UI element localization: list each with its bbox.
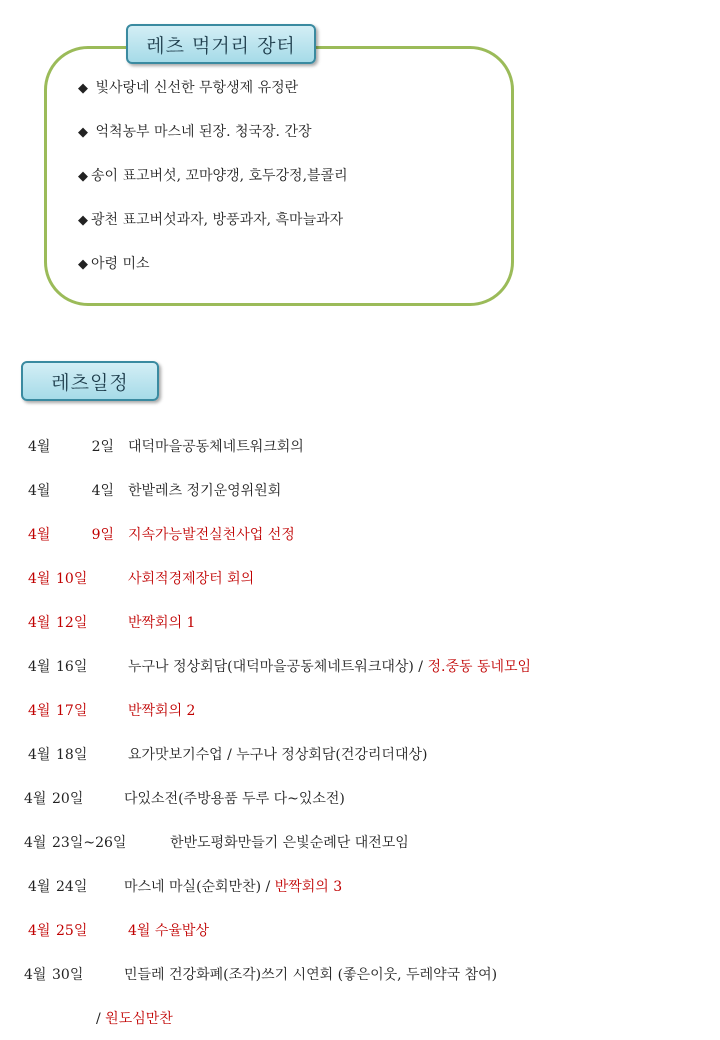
- schedule-row: [28, 481, 281, 501]
- diamond-bullet-icon: ◆: [78, 125, 88, 140]
- diamond-bullet-icon: ◆: [78, 81, 88, 96]
- schedule-text: 민들레 건강화폐(조각)쓰기 시연회 (좋은이웃, 두레약국 참여): [124, 967, 498, 983]
- schedule-row: [28, 613, 195, 633]
- schedule-month: 4월: [24, 967, 47, 983]
- schedule-text: 누구나 정상회담(대덕마을공동체네트워크대상) /: [128, 659, 428, 675]
- schedule-month: 4월: [28, 923, 51, 939]
- schedule-day: 2일: [91, 439, 114, 455]
- schedule-text: 지속가능발전실천사업 선정: [128, 527, 295, 543]
- schedule-text: 반짝회의 2: [128, 703, 196, 719]
- schedule-month: 4월: [28, 703, 51, 719]
- schedule-row: [28, 701, 195, 721]
- market-item: 억척농부 마스네 된장. 청국장. 간장: [95, 124, 312, 140]
- schedule-row: [28, 569, 254, 589]
- schedule-day: 4일: [91, 483, 114, 499]
- market-item: 아령 미소: [91, 256, 150, 272]
- market-title: 레츠 먹거리 장터: [126, 24, 316, 64]
- schedule-text: 4월 수율밥상: [128, 923, 209, 939]
- schedule-row: [28, 437, 304, 457]
- schedule-day: 17일: [56, 703, 88, 719]
- schedule-day: 12일: [56, 615, 88, 631]
- schedule-day: 16일: [56, 659, 88, 675]
- schedule-month: 4월: [28, 483, 51, 499]
- schedule-text: 요가맛보기수업 / 누구나 정상회담(건강리더대상): [128, 747, 428, 763]
- market-item: 광천 표고버섯과자, 방풍과자, 흑마늘과자: [91, 212, 344, 228]
- list-item: [78, 210, 348, 254]
- schedule-day: 24일: [56, 879, 88, 895]
- schedule-title: 레츠일정: [21, 361, 159, 401]
- schedule-month: 4월: [28, 527, 51, 543]
- schedule-month: 4월: [28, 439, 51, 455]
- schedule-row: [28, 657, 531, 677]
- schedule-continuation: [96, 1009, 173, 1029]
- schedule-text: 대덕마을공동체네트워크회의: [128, 439, 304, 455]
- market-list: [78, 78, 348, 298]
- list-item: [78, 166, 348, 210]
- diamond-bullet-icon: ◆: [78, 213, 88, 228]
- schedule-text: 한반도평화만들기 은빛순례단 대전모임: [170, 835, 409, 851]
- schedule-row: [24, 833, 409, 853]
- schedule-text: 다있소전(주방용품 두루 다~있소전): [124, 791, 345, 807]
- list-item: [78, 254, 348, 298]
- schedule-row: [28, 921, 209, 941]
- market-item: 빛사랑네 신선한 무항생제 유정란: [95, 80, 299, 96]
- schedule-day: 10일: [56, 571, 88, 587]
- schedule-day: 20일: [52, 791, 84, 807]
- schedule-day: 25일: [56, 923, 88, 939]
- continuation-text: 원도심만찬: [105, 1011, 173, 1027]
- schedule-month: 4월: [28, 659, 51, 675]
- diamond-bullet-icon: ◆: [78, 169, 88, 184]
- schedule-extra: 정.중동 동네모임: [427, 659, 532, 675]
- schedule-extra: 반짝회의 3: [274, 879, 343, 895]
- schedule-day: 23일~26일: [52, 835, 127, 851]
- schedule-text: 사회적경제장터 회의: [128, 571, 255, 587]
- schedule-day: 30일: [52, 967, 84, 983]
- schedule-day: 9일: [91, 527, 114, 543]
- diamond-bullet-icon: ◆: [78, 257, 88, 272]
- schedule-row: [24, 789, 345, 809]
- schedule-row: [28, 877, 342, 897]
- continuation-prefix: /: [96, 1011, 106, 1027]
- schedule-month: 4월: [24, 791, 47, 807]
- schedule-month: 4월: [24, 835, 47, 851]
- schedule-month: 4월: [28, 879, 51, 895]
- list-item: [78, 122, 348, 166]
- schedule-text: 반짝회의 1: [128, 615, 196, 631]
- schedule-day: 18일: [56, 747, 88, 763]
- schedule-row: [24, 965, 497, 985]
- schedule-month: 4월: [28, 615, 51, 631]
- list-item: [78, 78, 348, 122]
- schedule-month: 4월: [28, 747, 51, 763]
- schedule-text: 한밭레츠 정기운영위원회: [128, 483, 282, 499]
- schedule-row: [28, 525, 295, 545]
- schedule-month: 4월: [28, 571, 51, 587]
- market-item: 송이 표고버섯, 꼬마양갱, 호두강정,블콜리: [91, 168, 348, 184]
- schedule-row: [28, 745, 427, 765]
- schedule-text: 마스네 마실(순회만찬) /: [124, 879, 275, 895]
